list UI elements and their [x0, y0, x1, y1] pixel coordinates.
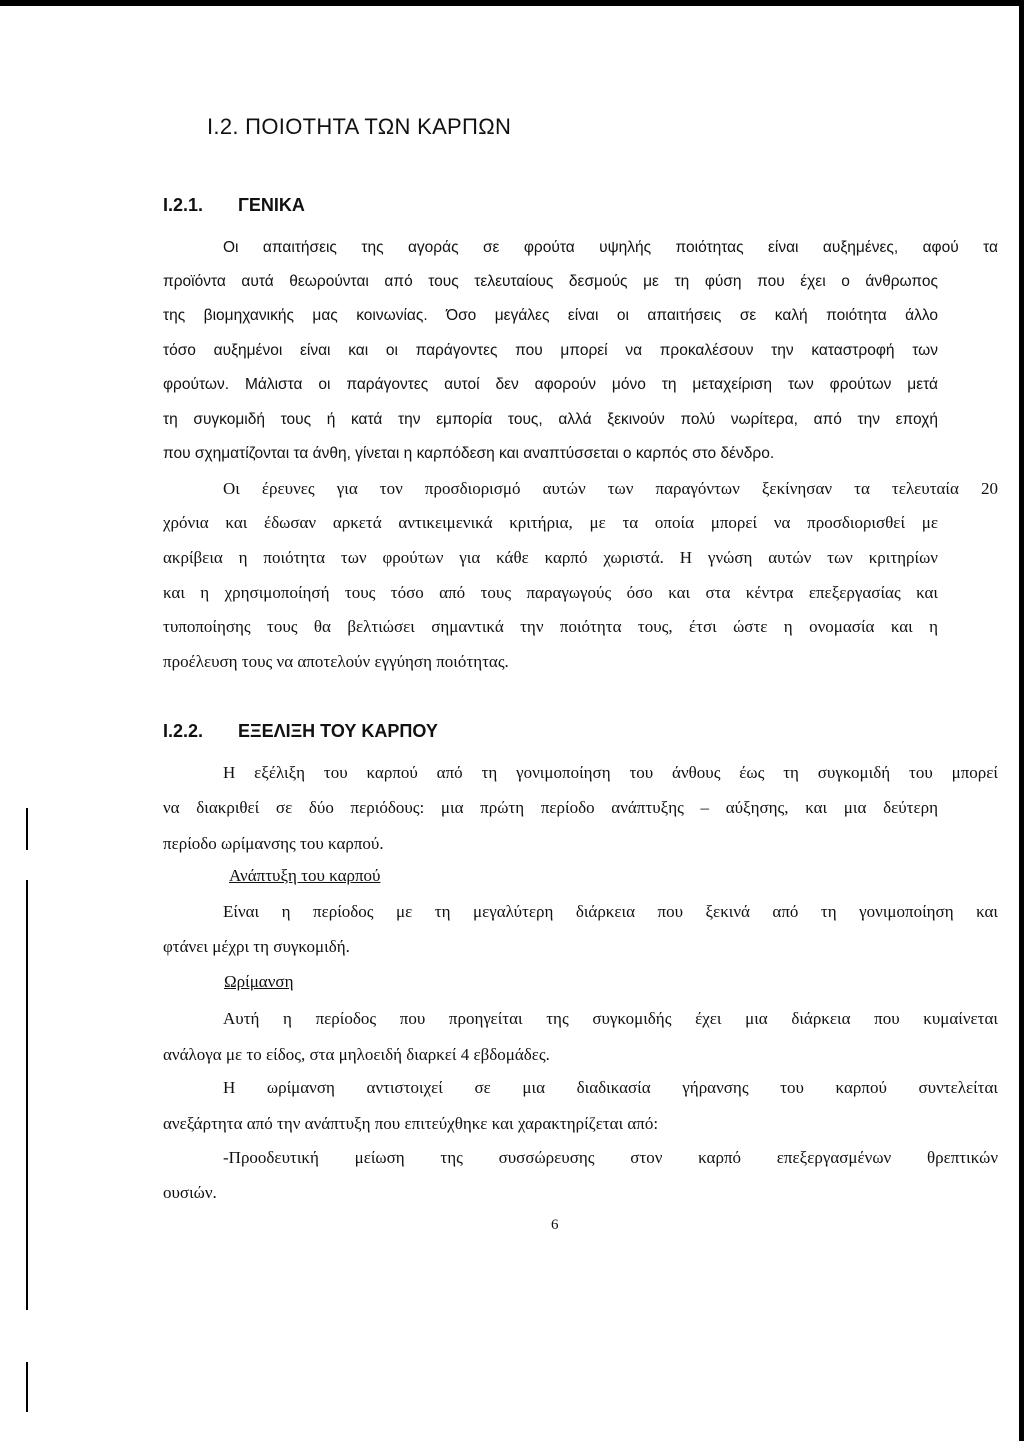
- scan-border-right: [1019, 0, 1024, 1441]
- section-heading-fruit-development: [163, 721, 938, 742]
- paragraph-line: και η χρησιμοποίησή τους τόσο από τους παραγωγούς όσο και στα κέντρα επεξεργασίας και: [163, 583, 938, 602]
- paragraph-line: ανεξάρτητα από την ανάπτυξη που επιτεύχθηκε και χαρακτηρίζεται από:: [163, 1114, 659, 1133]
- section-title: ΕΞΕΛΙΞΗ ΤΟΥ ΚΑΡΠΟΥ: [238, 721, 438, 741]
- paragraph-line: φρούτων. Μάλιστα οι παράγοντες αυτοί δεν αφορούν μόνο τη μεταχείριση των φρούτων μετά: [163, 376, 938, 393]
- subsection-title-ripening: Ωρίμανση: [224, 972, 294, 991]
- scan-margin-mark: [26, 1362, 28, 1412]
- scan-margin-mark: [26, 808, 28, 850]
- chapter-title: I.2. ΠΟΙΟΤΗΤΑ ΤΩΝ ΚΑΡΠΩΝ: [207, 114, 512, 139]
- paragraph-line: φτάνει μέχρι τη συγκομιδή.: [163, 937, 350, 956]
- paragraph-line: ανάλογα με το είδος, στα μηλοειδή διαρκεί 4 εβδομάδες.: [163, 1045, 550, 1064]
- paragraph-line: προέλευση τους να αποτελούν εγγύηση ποιότητας.: [163, 652, 509, 671]
- section-heading-general: [163, 195, 938, 216]
- section-number: I.2.2.: [163, 721, 204, 741]
- paragraph-line: Αυτή η περίοδος που προηγείται της συγκομιδής έχει μια διάρκεια που κυμαίνεται: [223, 1009, 998, 1028]
- scan-border-top: [0, 0, 1024, 6]
- paragraph-line: τόσο αυξημένοι είναι και οι παράγοντες που μπορεί να προκαλέσουν την καταστροφή των: [163, 342, 938, 359]
- paragraph-line: τυποποίησης τους θα βελτιώσει σημαντικά την ποιότητα τους, έτσι ώστε η ονομασία και η: [163, 617, 938, 636]
- page-number: 6: [551, 1217, 559, 1233]
- section-title: ΓΕΝΙΚΑ: [238, 195, 305, 215]
- paragraph-line: ουσιών.: [163, 1183, 217, 1202]
- paragraph-line: Η ωρίμανση αντιστοιχεί σε μια διαδικασία γήρανσης του καρπού συντελείται: [223, 1078, 998, 1097]
- scan-margin-mark: [26, 880, 28, 1310]
- paragraph-line: που σχηματίζονται τα άνθη, γίνεται η καρπόδεση και αναπτύσσεται ο καρπός στο δένδρο.: [163, 445, 775, 462]
- paragraph-line: χρόνια και έδωσαν αρκετά αντικειμενικά κριτήρια, με τα οποία μπορεί να προσδιορισθεί με: [163, 513, 938, 532]
- paragraph-line: τη συγκομιδή τους ή κατά την εμπορία τους, αλλά ξεκινούν πολύ νωρίτερα, από την εποχή: [163, 411, 938, 428]
- paragraph-line: Οι έρευνες για τον προσδιορισμό αυτών των παραγόντων ξεκίνησαν τα τελευταία 20: [223, 479, 998, 498]
- paragraph-line: -Προοδευτική μείωση της συσσώρευσης στον καρπό επεξεργασμένων θρεπτικών: [223, 1148, 998, 1167]
- paragraph-line: περίοδο ωρίμανσης του καρπού.: [163, 834, 384, 853]
- paragraph-line: να διακριθεί σε δύο περιόδους: μια πρώτη περίοδο ανάπτυξης – αύξησης, και μια δεύτερη: [163, 798, 938, 817]
- paragraph-line: προϊόντα αυτά θεωρούνται από τους τελευταίους δεσμούς με τη φύση που έχει ο άνθρωπος: [163, 273, 938, 290]
- paragraph-line: Οι απαιτήσεις της αγοράς σε φρούτα υψηλής ποιότητας είναι αυξημένες, αφού τα: [223, 239, 998, 256]
- section-number: I.2.1.: [163, 195, 204, 215]
- subsection-title-growth: Ανάπτυξη του καρπού: [229, 866, 381, 885]
- paragraph-line: Είναι η περίοδος με τη μεγαλύτερη διάρκεια που ξεκινά από τη γονιμοποίηση και: [223, 902, 998, 921]
- paragraph-line: Η εξέλιξη του καρπού από τη γονιμοποίηση του άνθους έως τη συγκομιδή του μπορεί: [223, 763, 998, 782]
- paragraph-line: ακρίβεια η ποιότητα των φρούτων για κάθε καρπό χωριστά. Η γνώση αυτών των κριτηρίων: [163, 548, 938, 567]
- paragraph-line: της βιομηχανικής μας κοινωνίας. Όσο μεγάλες είναι οι απαιτήσεις σε καλή ποιότητα άλλο: [163, 307, 938, 324]
